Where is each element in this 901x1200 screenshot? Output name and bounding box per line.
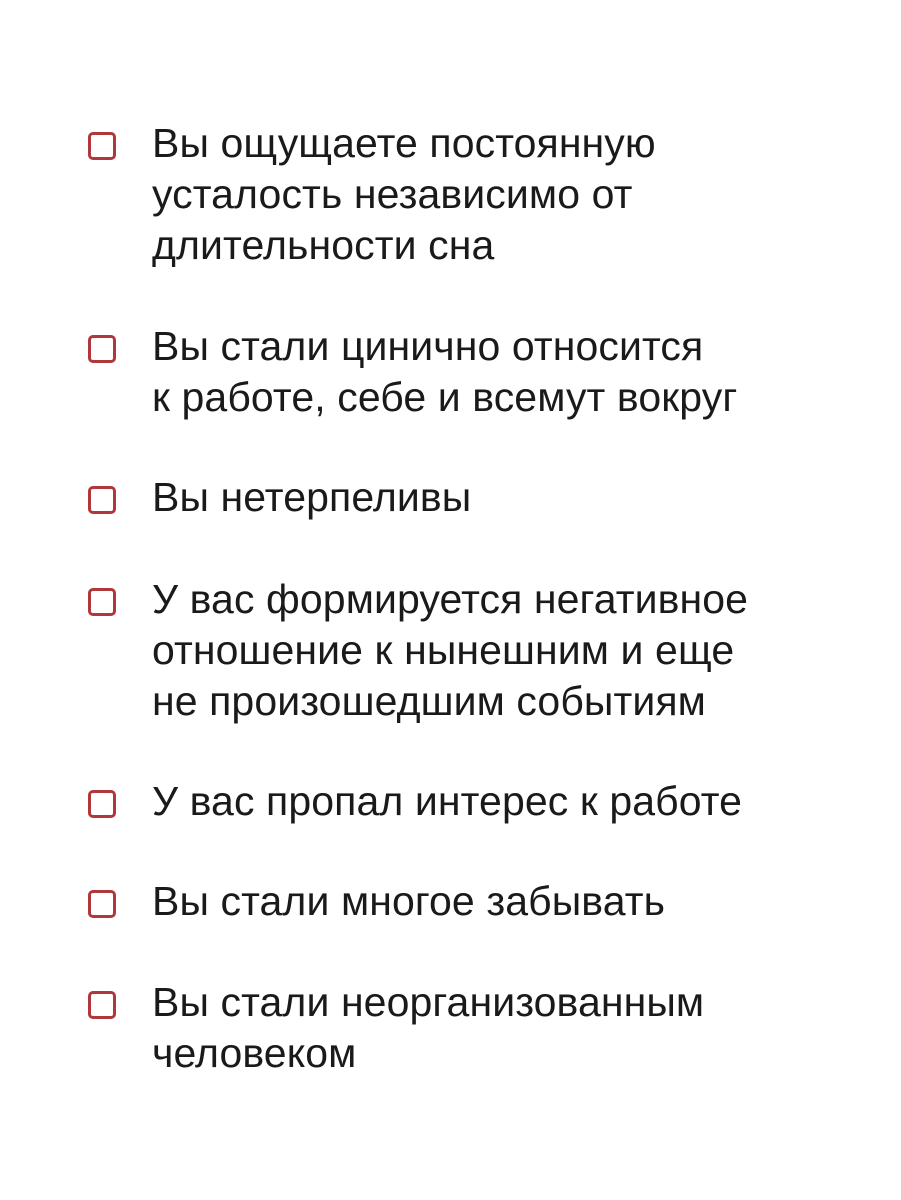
- text-line: Вы ощущаете постоянную: [152, 120, 656, 166]
- text-line: усталость независимо от: [152, 171, 633, 217]
- checklist-item-text: [152, 776, 872, 827]
- checkbox-icon[interactable]: [88, 790, 116, 818]
- text-line: к работе, себе и всемут вокруг: [152, 374, 738, 420]
- checkbox-icon[interactable]: [88, 991, 116, 1019]
- checklist-item-text: [152, 472, 872, 523]
- text-line: не произошедшим событиям: [152, 678, 706, 724]
- checklist-item-text: [152, 977, 872, 1079]
- checkbox-icon[interactable]: [88, 890, 116, 918]
- checklist-item-text: [152, 118, 872, 271]
- text-line: Вы стали многое забывать: [152, 878, 666, 924]
- checkbox-icon[interactable]: [88, 335, 116, 363]
- checkbox-icon[interactable]: [88, 588, 116, 616]
- checklist-item-text: [152, 321, 872, 423]
- text-line: человеком: [152, 1030, 357, 1076]
- text-line: отношение к нынешним и еще: [152, 627, 735, 673]
- checkbox-icon[interactable]: [88, 486, 116, 514]
- text-line: Вы стали цинично относится: [152, 323, 704, 369]
- text-line: У вас пропал интерес к работе: [152, 778, 743, 824]
- text-line: длительности сна: [152, 222, 495, 268]
- checkbox-icon[interactable]: [88, 132, 116, 160]
- text-line: У вас формируется негативное: [152, 576, 749, 622]
- checklist-item-text: [152, 574, 872, 727]
- checklist-item-text: [152, 876, 872, 927]
- text-line: Вы стали неорганизованным: [152, 979, 705, 1025]
- text-line: Вы нетерпеливы: [152, 474, 472, 520]
